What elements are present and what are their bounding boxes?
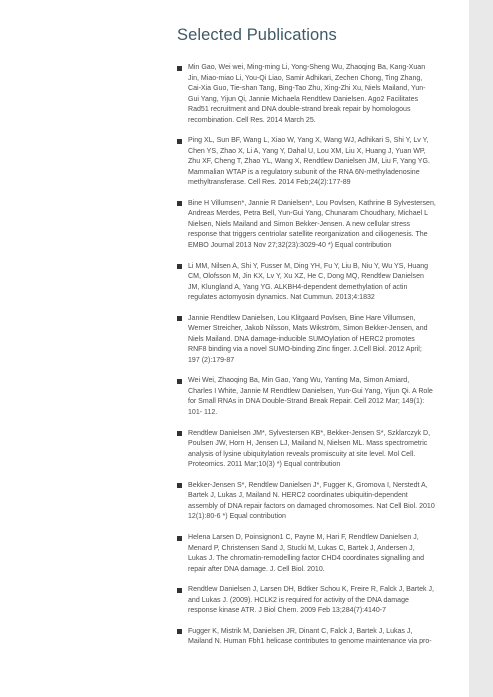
publication-entry — [177, 627, 469, 648]
publication-entry — [177, 585, 469, 617]
square-bullet-icon — [177, 66, 182, 71]
square-bullet-icon — [177, 588, 182, 593]
publication-text: Jannie Rendtlew Danielsen, Lou Klitgaard Povlsen, Bine Hare Villumsen, Werner Streicher, Jakob Nilsson, Mats Wikström, Simon Bekker-Jensen, and Niels Mailand. DNA damage-inducible SUMOylation of HERC2 promotes RNF8 binding via a novel SUMO-binding Zinc finger. J.Cell Biol. 2012 April; 197 (2):179-87 — [188, 314, 428, 364]
publication-text: Wei Wei, Zhaoqing Ba, Min Gao, Yang Wu, Yanting Ma, Simon Amiard, Charles I White, Jannie M Rendtlew Danielsen, Yun-Gui Yang, Yijun Qi. A Role for Small RNAs in DNA Double-Strand Break Repair. Cell 2012 Mar; 149(1): 101- 112. — [188, 377, 433, 416]
square-bullet-icon — [177, 629, 182, 634]
publication-text: Rendtlew Danielsen J, Larsen DH, Bdtker Schou K, Freire R, Falck J, Bartek J, and Lukas J. (2009). HCLK2 is required for activity of the DNA damage response kinase ATR. J Biol Chem. 2009 Feb 13;284(7):4140-7 — [188, 586, 434, 615]
publication-entry — [177, 136, 469, 189]
publication-entry — [177, 262, 469, 304]
publication-entry — [177, 533, 469, 575]
publication-text: Ping XL, Sun BF, Wang L, Xiao W, Yang X, Wang WJ, Adhikari S, Shi Y, Lv Y, Chen YS, Zhao X, Li A, Yang Y, Dahal U, Lou XM, Liu X, Huang J, Yuan WP, Zhu XF, Cheng T, Zhao YL, Wang X, Rendtlew Danielsen JM, Liu F, Yang YG. Mammalian WTAP is a regulatory subunit of the RNA 6N-methyladenosine methyltransferase. Cell Res. 2014 Feb;24(2):177-89 — [188, 137, 430, 187]
publication-entry — [177, 314, 469, 367]
square-bullet-icon — [177, 316, 182, 321]
publication-text: Bekker-Jensen S*, Rendtlew Danielsen J*, Fugger K, Gromova I, Nerstedt A, Bartek J, Lukas J, Mailand N. HERC2 coordinates ubiquitin-dependent assembly of DNA repair factors on damaged chromosomes. Nat Cell Biol. 2010 12(1):80-6 *) Equal contribution — [188, 481, 435, 521]
square-bullet-icon — [177, 483, 182, 488]
publication-text: Min Gao, Wei wei, Ming-ming Li, Yong-Sheng Wu, Zhaoqing Ba, Kang-Xuan Jin, Miao-miao Li, You-Qi Liao, Samir Adhikari, Zechen Chong, Ting Zhang, Cai-Xia Guo, Tie-shan Tang, Bing-Tao Zhu, Xing-Zhi Xu, Niels Mailand, Yun- Gui Yang, Yijun Qi, Jannie Michaela Rendtlew Danielsen. Ago2 Facilitates Rad51 recruitment and DNA double-strand break repair by homologous recombination. Cell Res. 2014 March 25. — [188, 64, 426, 124]
publication-entry — [177, 481, 469, 523]
publication-entry — [177, 376, 469, 418]
publication-entry — [177, 199, 469, 252]
square-bullet-icon — [177, 379, 182, 384]
square-bullet-icon — [177, 431, 182, 436]
publication-entry — [177, 63, 469, 126]
square-bullet-icon — [177, 201, 182, 206]
publication-text: Li MM, Nilsen A, Shi Y, Fusser M, Ding YH, Fu Y, Liu B, Niu Y, Wu YS, Huang CM, Olofsson M, Jin KX, Lv Y, Xu XZ, He C, Dong MQ, Rendtlew Danielsen JM, Klungland A, Yang YG. ALKBH4-dependent demethylation of actin regulates actomyosin dynamics. Nat Cummun. 2013;4:1832 — [188, 262, 429, 302]
page-title: Selected Publications — [177, 26, 337, 44]
square-bullet-icon — [177, 139, 182, 144]
square-bullet-icon — [177, 536, 182, 541]
publication-text: Fugger K, Mistrik M, Danielsen JR, Dinant C, Falck J, Bartek J, Lukas J, Mailand N. Human Fbh1 helicase contributes to genome maintenance via pro- — [188, 627, 432, 646]
publication-list — [177, 63, 469, 658]
publication-text: Helena Larsen D, Poinsignon1 C, Payne M, Hari F, Rendtlew Danielsen J, Menard P, Christensen Sand J, Stucki M, Lukas C, Bartek J, Andersen J, Lukas J. The chromatin-remodelling factor CHD4 coordinates signalling and repair after DNA damage. J. Cell Biol. 2010. — [188, 534, 425, 573]
publication-entry — [177, 429, 469, 471]
publication-text: Bine H Villumsen*, Jannie R Danielsen*, Lou Povlsen, Kathrine B Sylvestersen, Andreas Merdes, Petra Bell, Yun-Gui Yang, Chunaram Choudhary, Michael L Nielsen, Niels Mailand and Simon Bekker-Jensen. A new cellular stress response that triggers centriolar satellite reorganization and ciliogenesis. The EMBO Journal 2013 Nov 27;32(23):3029-40 *) Equal contribution — [188, 199, 436, 249]
square-bullet-icon — [177, 264, 182, 269]
publication-text: Rendtlew Danielsen JM*, Sylvestersen KB*, Bekker-Jensen S*, Szklarczyk D, Poulsen JW, Horn H, Jensen LJ, Mailand N, Nielsen ML. Mass spectrometric analysis of lysine ubiquitylation reveals promiscuity at site level. Mol Cell. Proteomics. 2011 Mar;10(3) *) Equal contribution — [188, 429, 431, 469]
